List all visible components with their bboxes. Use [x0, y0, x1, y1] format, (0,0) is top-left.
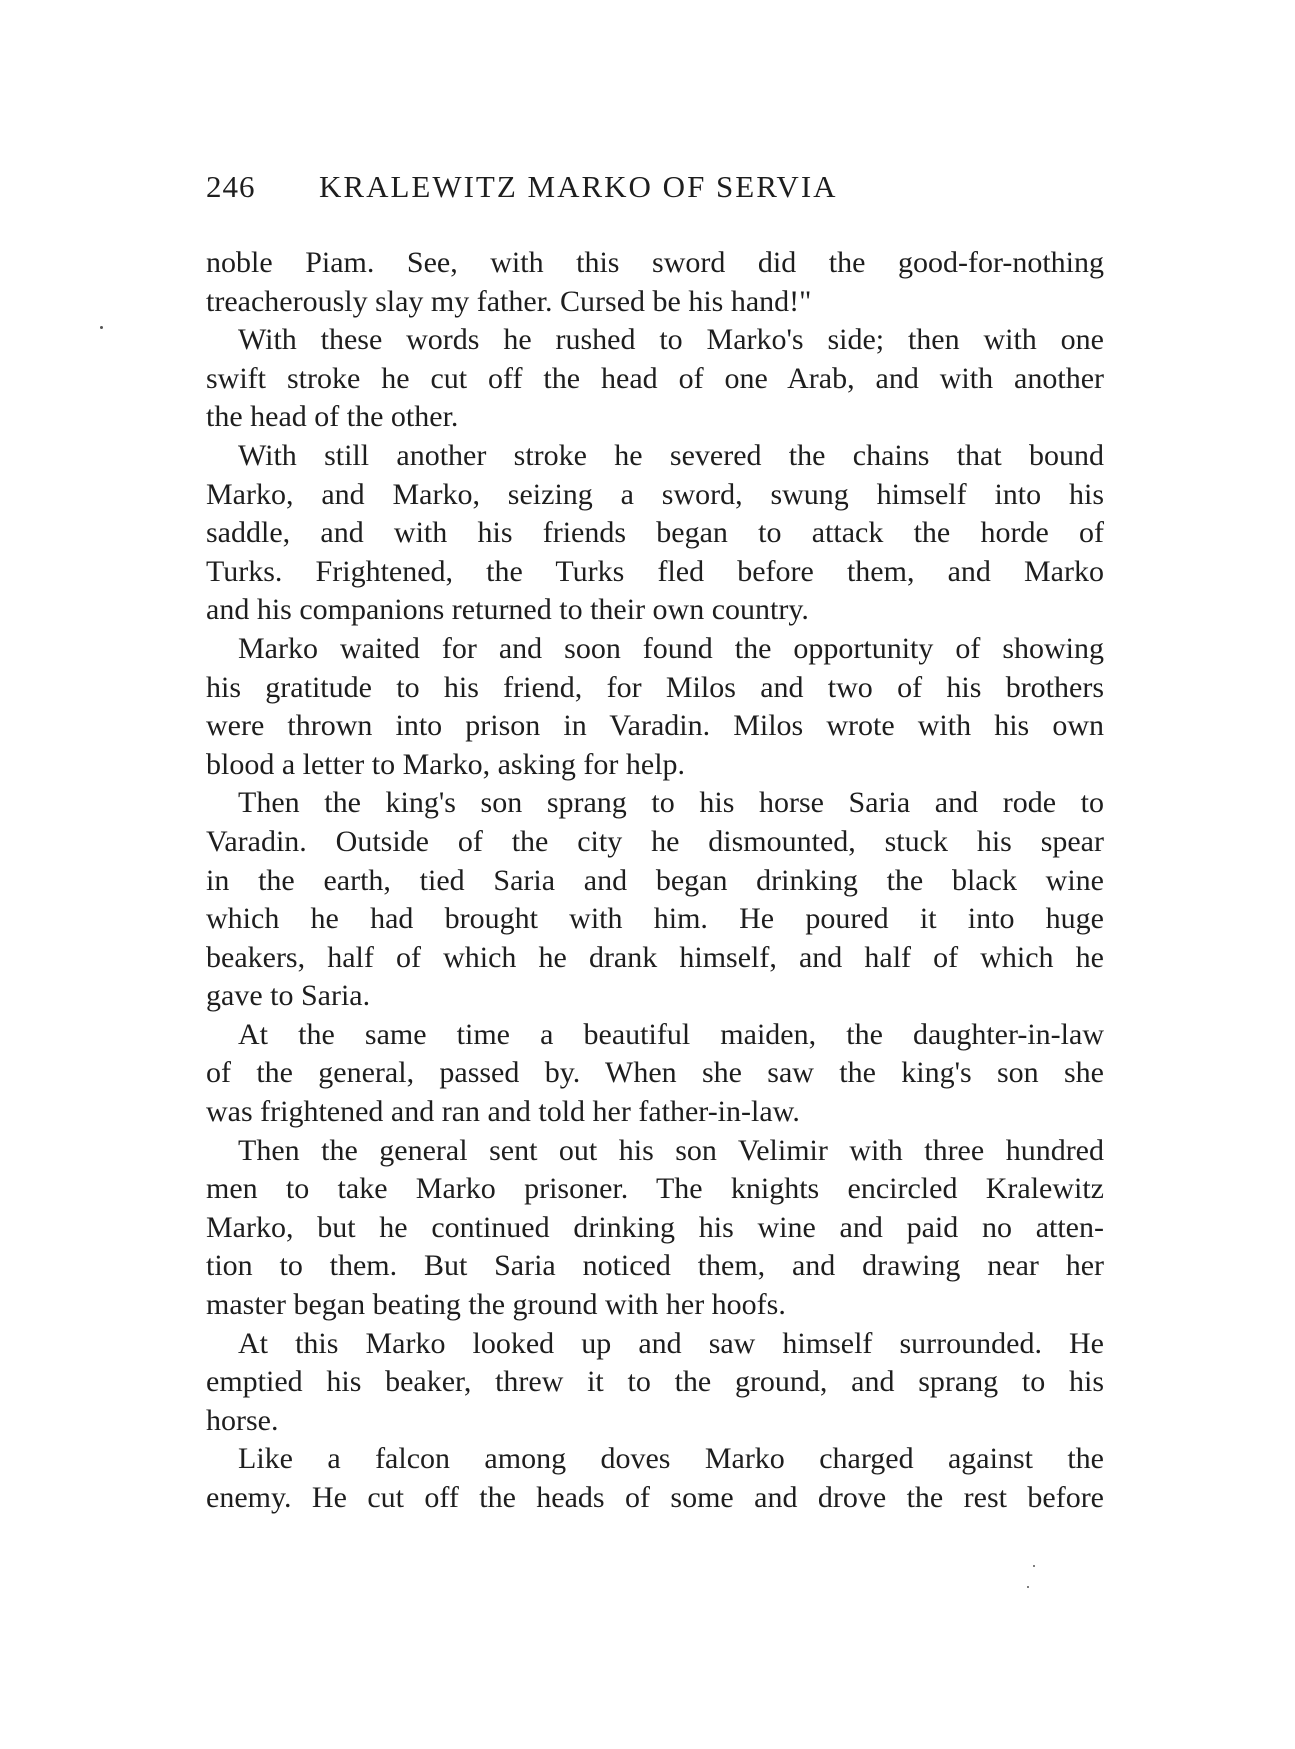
text-line: gave to Saria. — [206, 979, 371, 1013]
text-line: was frightened and ran and told her father-in-law. — [206, 1095, 800, 1129]
paragraph — [206, 437, 1104, 630]
text-line: emptied his beaker, threw it to the ground, and sprang to his — [206, 1365, 1104, 1399]
text-line: Varadin. Outside of the city he dismounted, stuck his spear — [206, 824, 1104, 858]
text-line: blood a letter to Marko, asking for help. — [206, 747, 686, 781]
text-line: which he had brought with him. He poured it into huge — [206, 902, 1104, 936]
paragraph — [206, 321, 1104, 437]
paragraph — [206, 1132, 1104, 1325]
paragraph — [206, 1440, 1104, 1517]
running-head — [206, 168, 1106, 206]
paragraph — [206, 1016, 1104, 1132]
text-line: swift stroke he cut off the head of one Arab, and with another — [206, 361, 1104, 395]
text-line: With still another stroke he severed the chains that bound — [238, 438, 1104, 472]
text-line: saddle, and with his friends began to attack the horde of — [206, 516, 1104, 550]
scan-speck — [100, 326, 103, 329]
scan-speck — [1027, 1586, 1029, 1588]
text-line: Like a falcon among doves Marko charged against the — [238, 1442, 1104, 1476]
paragraph — [206, 244, 1104, 321]
text-line: tion to them. But Saria noticed them, and drawing near her — [206, 1249, 1104, 1283]
book-title: KRALEWITZ MARKO OF SERVIA — [319, 169, 838, 204]
text-line: enemy. He cut off the heads of some and drove the rest before — [206, 1481, 1104, 1514]
text-line: in the earth, tied Saria and began drinking the black wine — [206, 863, 1104, 897]
text-line: his gratitude to his friend, for Milos and two of his brothers — [206, 670, 1104, 704]
text-line: beakers, half of which he drank himself, and half of which he — [206, 940, 1104, 974]
text-line: and his companions returned to their own country. — [206, 593, 809, 627]
page-number: 246 — [206, 169, 256, 204]
text-line: of the general, passed by. When she saw the king's son she — [206, 1056, 1104, 1090]
text-line: Then the king's son sprang to his horse Saria and rode to — [238, 786, 1104, 820]
text-line: treacherously slay my father. Cursed be his hand!" — [206, 284, 812, 318]
text-line: master began beating the ground with her hoofs. — [206, 1288, 786, 1322]
paragraph — [206, 630, 1104, 784]
text-line: the head of the other. — [206, 400, 459, 434]
text-line: noble Piam. See, with this sword did the good-for-nothing — [206, 246, 1104, 279]
text-line: were thrown into prison in Varadin. Milos wrote with his own — [206, 709, 1104, 743]
text-line: At the same time a beautiful maiden, the daughter-in-law — [238, 1017, 1104, 1051]
paragraph — [206, 784, 1104, 1016]
text-line: Turks. Frightened, the Turks fled before them, and Marko — [206, 554, 1104, 588]
body-text — [206, 244, 1104, 1518]
text-line: At this Marko looked up and saw himself surrounded. He — [238, 1326, 1104, 1360]
text-line: Marko, but he continued drinking his wine and paid no atten- — [206, 1210, 1104, 1244]
text-line: Marko, and Marko, seizing a sword, swung himself into his — [206, 477, 1104, 511]
text-line: men to take Marko prisoner. The knights encircled Kralewitz — [206, 1172, 1104, 1206]
text-line: Then the general sent out his son Velimir with three hundred — [238, 1133, 1104, 1167]
scan-speck — [1033, 1565, 1035, 1567]
paragraph — [206, 1325, 1104, 1441]
text-line: horse. — [206, 1403, 279, 1437]
text-line: Marko waited for and soon found the opportunity of showing — [238, 631, 1104, 665]
text-line: With these words he rushed to Marko's side; then with one — [238, 323, 1104, 357]
